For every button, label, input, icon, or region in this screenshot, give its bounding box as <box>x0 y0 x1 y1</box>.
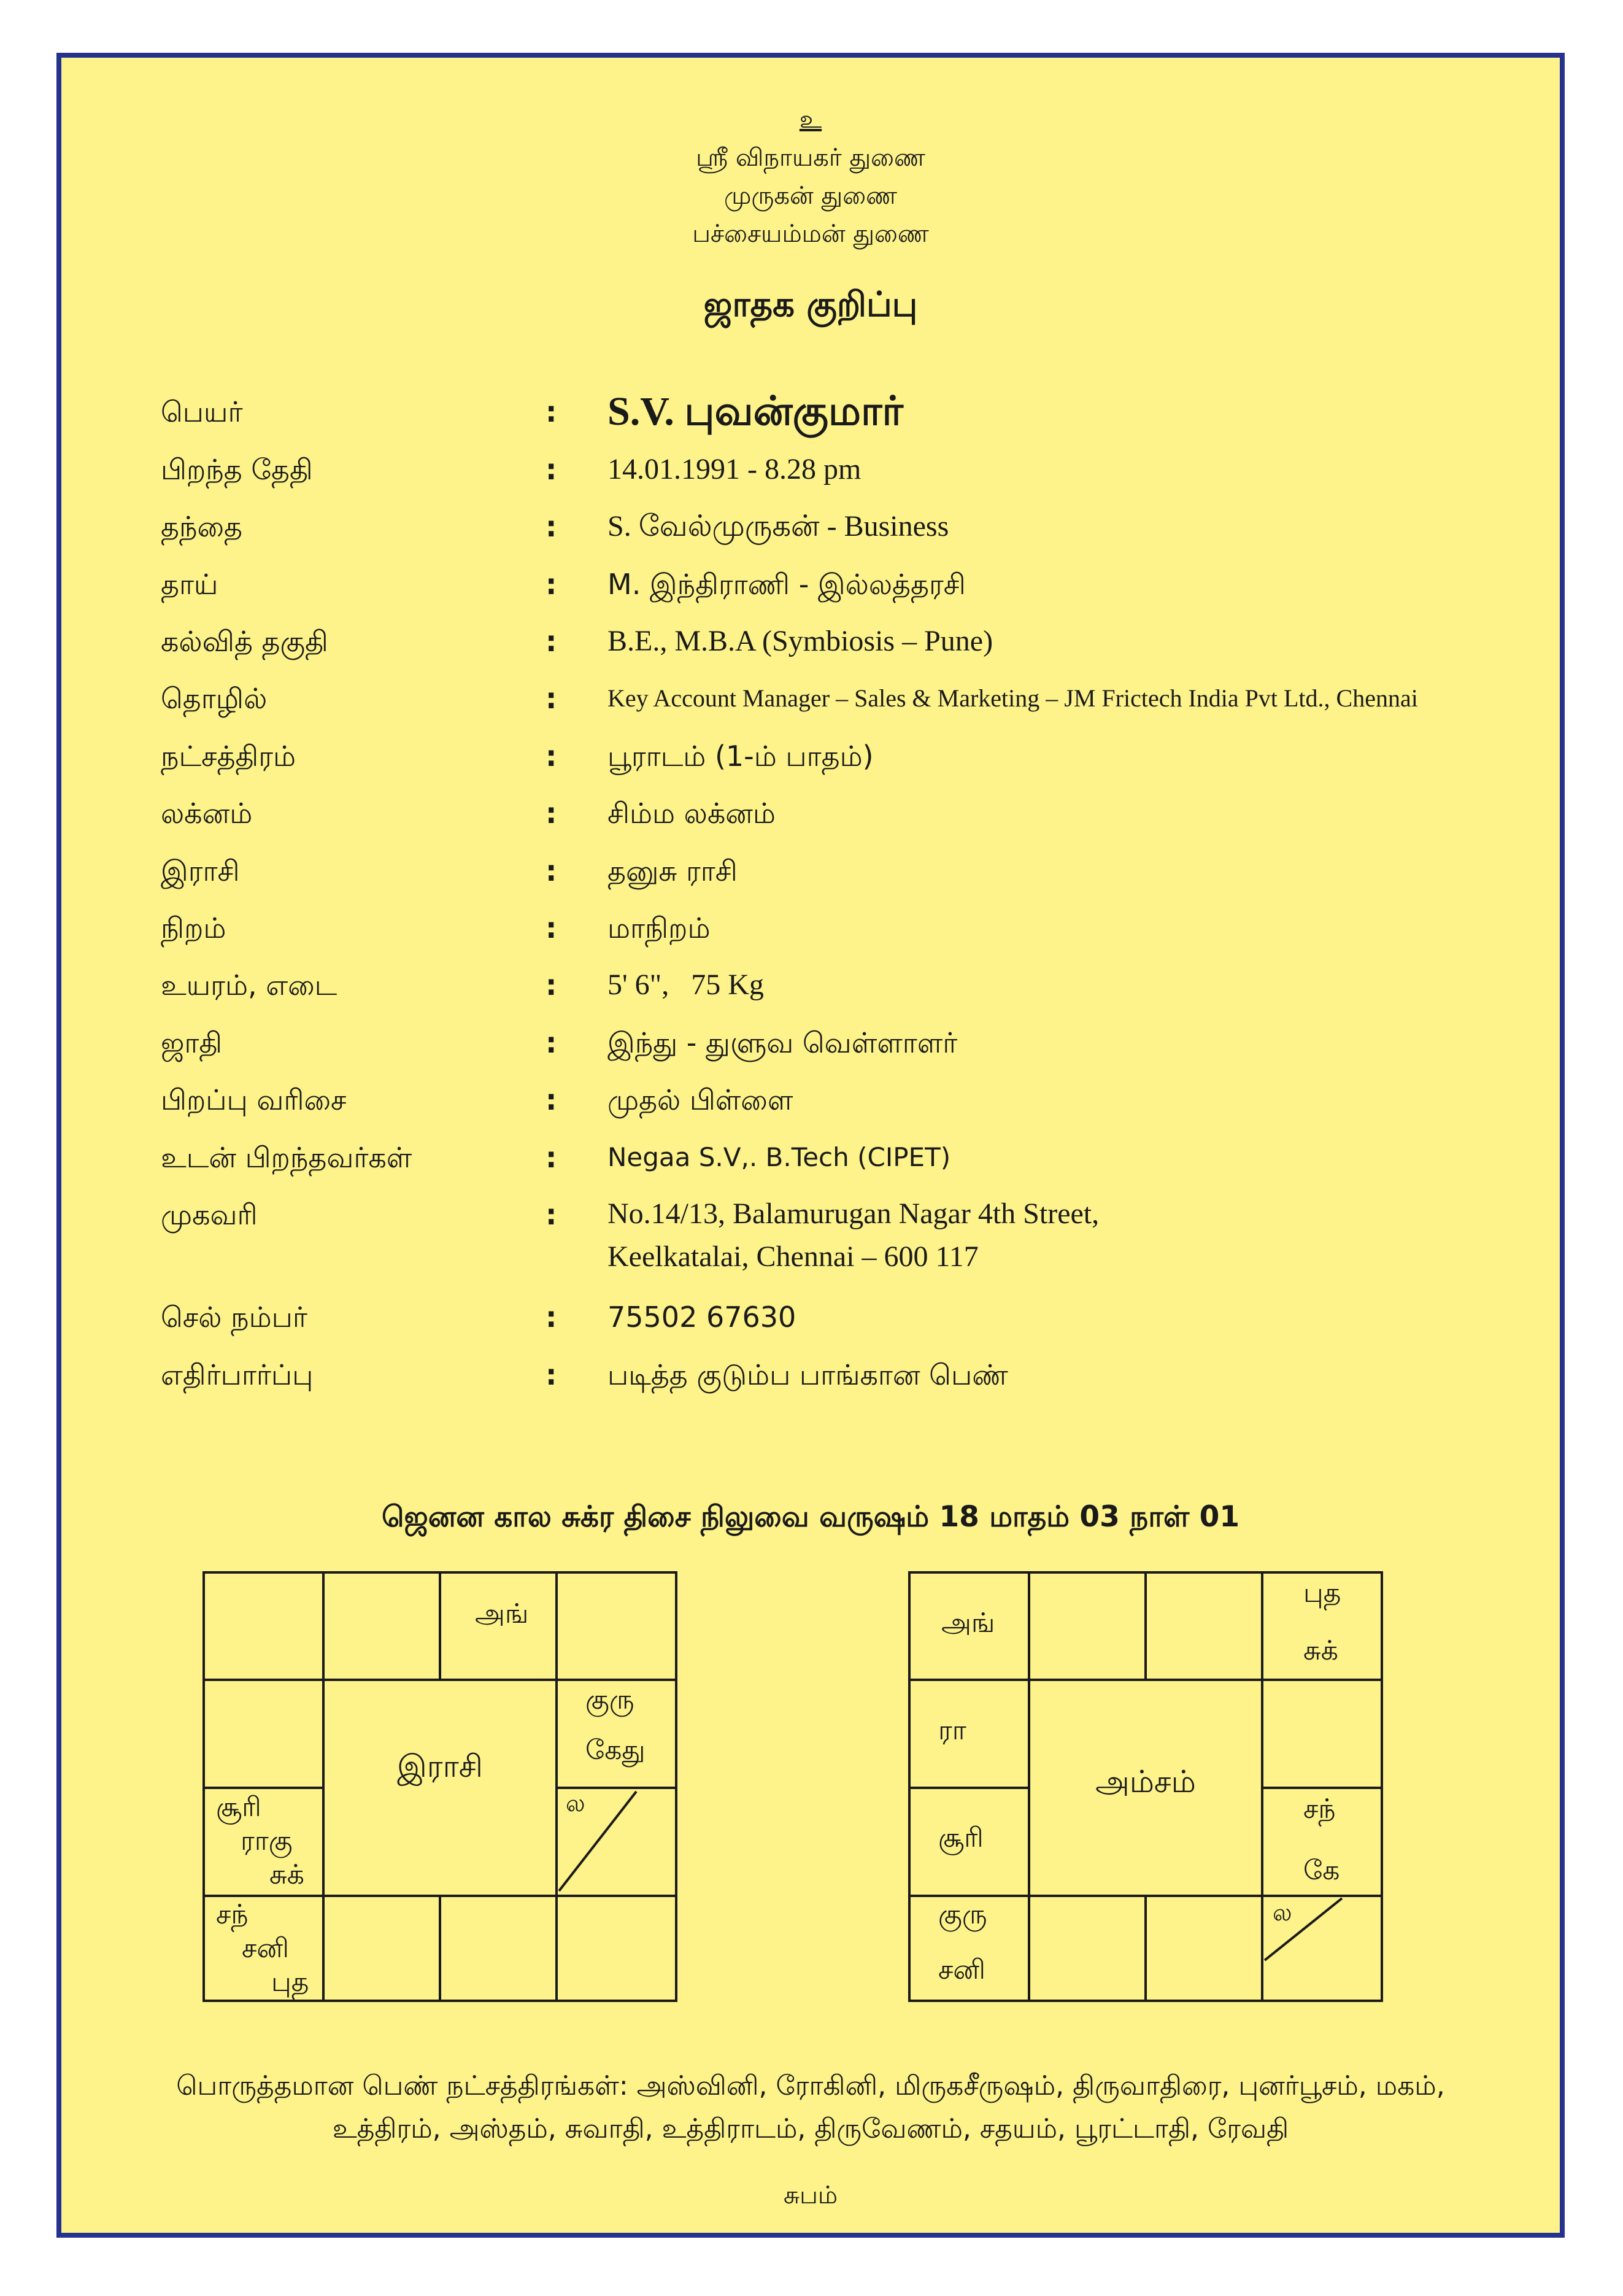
detail-label: நிறம் <box>161 911 226 945</box>
amsam-house-sani: சனி <box>938 1954 985 1985</box>
rasi-house-sukran: சுக் <box>269 1859 304 1890</box>
detail-colon: : <box>545 1083 557 1116</box>
detail-value: Negaa S.V,. B.Tech (CIPET) <box>607 1142 951 1172</box>
closing-subam: சுபம் <box>783 2181 838 2209</box>
detail-colon: : <box>545 1026 557 1059</box>
rasi-house-kethu: கேது <box>585 1734 646 1766</box>
detail-row-birth-order <box>61 1075 1560 1124</box>
amsam-house-budhan: புத <box>1303 1577 1341 1609</box>
address-line-1: No.14/13, Balamurugan Nagar 4th Street, <box>607 1197 1100 1230</box>
detail-label: எதிர்பார்ப்பு <box>161 1358 314 1391</box>
detail-colon: : <box>545 1358 557 1391</box>
detail-row-name <box>61 387 1560 436</box>
detail-label: பிறப்பு வரிசை <box>161 1083 347 1116</box>
amsam-house-raagu: ரா <box>938 1715 966 1746</box>
rasi-house-santhiran: சந் <box>216 1899 249 1930</box>
detail-value: இந்து - துளுவ வெள்ளாளர் <box>607 1026 958 1059</box>
detail-label: தாய் <box>161 568 218 601</box>
detail-value: 14.01.1991 - 8.28 pm <box>607 453 862 485</box>
detail-colon: : <box>545 968 557 1002</box>
detail-row-height-weight <box>61 961 1560 1010</box>
blessing-murugan: முருகன் துணை <box>723 182 897 210</box>
detail-row-caste <box>61 1018 1560 1067</box>
detail-colon: : <box>545 1198 557 1231</box>
amsam-house-guru: குரு <box>938 1899 987 1930</box>
detail-colon: : <box>545 395 557 428</box>
detail-colon: : <box>545 740 557 773</box>
amsam-house-lagnam: ல <box>1273 1899 1292 1926</box>
detail-label: ஜாதி <box>161 1026 223 1059</box>
detail-label: பெயர் <box>161 395 243 428</box>
detail-colon: : <box>545 854 557 887</box>
rasi-chart <box>202 1571 677 2002</box>
rasi-house-budhan: புத <box>271 1966 309 1998</box>
detail-row-address <box>61 1190 1560 1282</box>
rasi-house-ang: அங் <box>475 1598 529 1629</box>
detail-colon: : <box>545 1141 557 1174</box>
detail-colon: : <box>545 911 557 945</box>
amsam-house-sukran: சுக் <box>1303 1635 1338 1666</box>
amsam-house-suri: சூரி <box>938 1822 984 1853</box>
detail-value: சிம்ம லக்னம் <box>607 797 776 830</box>
detail-colon: : <box>545 682 557 715</box>
rasi-house-suri: சூரி <box>216 1792 261 1823</box>
amsam-center-label: அம்சம் <box>1095 1764 1196 1799</box>
detail-label: செல் நம்பர் <box>161 1301 307 1334</box>
detail-label: உடன் பிறந்தவர்கள் <box>161 1141 412 1174</box>
blessing-pachaiyamman: பச்சையம்மன் துணை <box>692 220 929 248</box>
detail-label: உயரம், எடை <box>161 968 337 1002</box>
detail-label: பிறந்த தேதி <box>161 453 313 486</box>
detail-label: முகவரி <box>161 1198 258 1231</box>
detail-label: கல்வித் தகுதி <box>161 625 328 658</box>
detail-row-dob <box>61 445 1560 494</box>
dasa-balance: ஜெனன கால சுக்ர திசை நிலுவை வருஷம் 18 மாதம் 03 நாள் 01 <box>381 1500 1240 1534</box>
detail-value: M. இந்திராணி - இல்லத்தரசி <box>607 568 966 601</box>
detail-colon: : <box>545 797 557 830</box>
rasi-center-label: இராசி <box>397 1749 483 1784</box>
detail-label: லக்னம் <box>161 797 253 830</box>
detail-row-occupation <box>61 674 1560 723</box>
rasi-house-lagnam: ல <box>566 1790 585 1817</box>
page-title: ஜாதக குறிப்பு <box>703 285 918 325</box>
detail-colon: : <box>545 568 557 601</box>
detail-colon: : <box>545 1301 557 1334</box>
detail-row-star <box>61 732 1560 781</box>
detail-label: இராசி <box>161 854 240 887</box>
matching-stars-line-2: உத்திரம், அஸ்தம், சுவாதி, உத்திராடம், திருவேணம், சதயம், பூரட்டாதி, ரேவதி <box>332 2113 1289 2144</box>
detail-value: S. வேல்முருகன் - Business <box>607 510 949 543</box>
detail-value <box>607 1192 1099 1278</box>
amsam-house-ang: அங் <box>941 1607 995 1639</box>
detail-row-education <box>61 617 1560 666</box>
detail-value: Key Account Manager – Sales & Marketing – JM Frictech India Pvt Ltd., Chennai <box>607 684 1418 712</box>
detail-colon: : <box>545 625 557 658</box>
detail-colon: : <box>545 510 557 543</box>
detail-label: தந்தை <box>161 510 242 543</box>
rasi-house-sani: சனி <box>242 1933 289 1964</box>
detail-row-rasi <box>61 846 1560 895</box>
blessing-vinayagar: ஸ்ரீ விநாயகர் துணை <box>696 144 925 172</box>
detail-value: பூராடம் (1-ம் பாதம்) <box>607 740 874 773</box>
horoscope-card <box>56 53 1565 2238</box>
detail-row-lagnam <box>61 789 1560 838</box>
detail-row-father <box>61 502 1560 551</box>
detail-row-expectation <box>61 1350 1560 1399</box>
detail-value: தனுசு ராசி <box>607 854 738 887</box>
amsam-house-kethu: கே <box>1303 1855 1340 1886</box>
detail-row-mother <box>61 560 1560 609</box>
detail-value: படித்த குடும்ப பாங்கான பெண் <box>607 1358 1008 1391</box>
detail-row-complexion <box>61 903 1560 953</box>
detail-label: தொழில் <box>161 682 268 715</box>
rasi-house-guru: குரு <box>585 1684 634 1715</box>
detail-label: நட்சத்திரம் <box>161 740 296 773</box>
detail-value: முதல் பிள்ளை <box>607 1083 793 1116</box>
amsam-house-santhiran: சந் <box>1303 1793 1336 1825</box>
amsam-chart <box>908 1571 1383 2002</box>
pillaiyar-suzhi: உ <box>799 106 822 134</box>
detail-value: 5' 6", 75 Kg <box>607 968 764 1001</box>
detail-row-phone <box>61 1293 1560 1342</box>
matching-stars-line-1: பொருத்தமான பெண் நட்சத்திரங்கள்: அஸ்வினி, ரோகினி, மிருகசீருஷம், திருவாதிரை, புனர்பூசம், மகம், <box>176 2070 1445 2101</box>
detail-value: B.E., M.B.A (Symbiosis – Pune) <box>607 625 993 657</box>
rasi-house-raagu: ராகு <box>241 1825 293 1857</box>
detail-value: 75502 67630 <box>607 1301 796 1334</box>
detail-value: மாநிறம் <box>607 911 711 945</box>
address-line-2: Keelkatalai, Chennai – 600 117 <box>607 1240 979 1273</box>
detail-colon: : <box>545 453 557 486</box>
detail-row-siblings <box>61 1133 1560 1182</box>
detail-value: S.V. புவன்குமார் <box>607 389 903 434</box>
